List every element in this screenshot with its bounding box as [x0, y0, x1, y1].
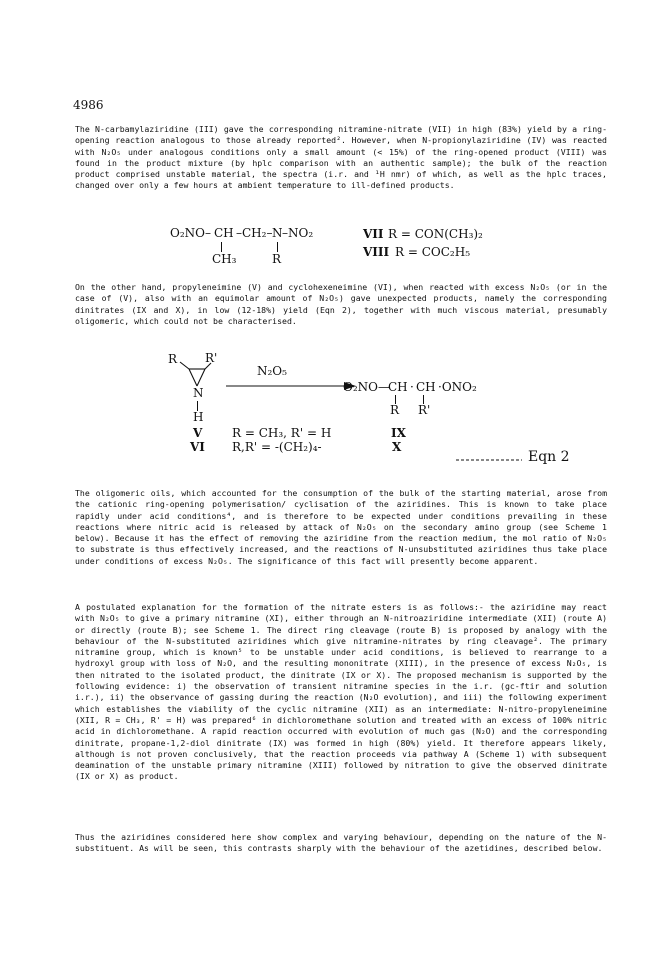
formula-ch3: CH₃ [212, 252, 237, 266]
eqn-dash-leader [456, 458, 524, 462]
product-ono2: ·ONO₂ [438, 380, 477, 394]
product-ch2: CH [416, 380, 436, 394]
reaction-arrow [226, 381, 356, 391]
label-x: X [392, 440, 402, 454]
aziridine-h: H [193, 410, 204, 424]
paragraph-2: On the other hand, propyleneimine (V) and cyclohexeneimine (VI), when reacted with excess N₂O₅ (or in the case of (V), also with an equimolar amount of N₂O₅) gave unexpected products, namely the corresponding dinitrates (IX and X), in low (12-18%) yield (Eqn 2), together with much viscous material, presumably oligomeric, which could not be characterised. [75, 282, 607, 326]
label-viii: VIII [363, 245, 390, 259]
bond-n-r [277, 242, 278, 252]
product-o2no: O₂NO— [343, 380, 390, 394]
aziridine-r: R [168, 352, 178, 366]
paragraph-3: The oligomeric oils, which accounted for the consumption of the bulk of the starting material, arose from the cationic ring-opening polymerisation/ cyclisation of the aziridines. This is known to take place rapidly under acid conditions⁴, and is therefore to be expected under conditions prevailing in these reactions where nitric acid is released by attack of N₂O₅ on the secondary amino group (see Scheme 1 below). Because it has the effect of removing the aziridine from the reaction medium, the mol ratio of N₂O₅ to substrate is thus effectively increased, and the reactions of N-unsubstituted aziridines thus take place under conditions of excess N₂O₅. The significance of this fact will presently become apparent. [75, 488, 607, 566]
page-number: 4986 [73, 98, 104, 112]
formula-r: R [272, 252, 282, 266]
def-vii: R = CON(CH₃)₂ [388, 227, 483, 241]
formula-ch2: –CH₂– [236, 226, 273, 240]
label-ix: IX [391, 426, 406, 440]
reagent-n2o5: N₂O₅ [257, 364, 287, 378]
product-rp: R' [418, 403, 431, 417]
product-dot: · [410, 380, 414, 394]
product-ch1: CH [388, 380, 408, 394]
eqn-label: Eqn 2 [528, 449, 570, 465]
formula-n: N [272, 226, 283, 240]
aziridine-rp: R' [205, 351, 218, 365]
paragraph-1: The N-carbamylaziridine (III) gave the corresponding nitramine-nitrate (VII) in high (83%) yield by a ring-opening reaction analogous to those already reported². However, when N-propionylaziridine (IV) was reacted with N₂O₅ under analogous conditions only a small amount (< 15%) of the ring-opened product (VIII) was found in the product mixture (by hplc comparison with an authentic sample); the bulk of the reaction product comprised unstable material, the spectra (i.r. and ¹H nmr) of which, as well as the hplc traces, changed over only a few hours at ambient temperature to ill-defined products. [75, 124, 607, 191]
formula-ch: CH [214, 226, 234, 240]
paragraph-5: Thus the aziridines considered here show complex and varying behaviour, depending on the nature of the N-substituent. As will be seen, this contrasts sharply with the behaviour of the azetidines, described below. [75, 832, 607, 854]
aziridine-n: N [193, 386, 204, 400]
formula-o2no: O₂NO– [170, 226, 211, 240]
def-vi: R,R' = -(CH₂)₄- [232, 440, 322, 454]
def-v: R = CH₃, R' = H [232, 426, 332, 440]
product-r: R [390, 403, 400, 417]
label-v: V [193, 426, 203, 440]
bond-ch-ch3 [221, 242, 222, 252]
label-vii: VII [363, 227, 384, 241]
def-viii: R = COC₂H₅ [395, 245, 471, 259]
paragraph-4: A postulated explanation for the formation of the nitrate esters is as follows:- the aziridine may react with N₂O₅ to give a primary nitramine (XI), either through an N-nitroaziridine intermediate (XII) (route A) or directly (route B); see Scheme 1. The direct ring cleavage (route B) is proposed by analogy with the behaviour of the N-substituted aziridines which give nitramine-nitrates by ring cleavage². The primary nitramine group, which is known⁵ to be unstable under acid conditions, is believed to rearrange to a hydroxyl group with loss of N₂O, and the resulting mononitrate (XIII), in the presence of excess N₂O₅, is then nitrated to the isolated product, the dinitrate (IX or X). The proposed mechanism is supported by the following evidence: i) the observation of transient nitramine species in the i.r. (gc-ftir and solution i.r.), ii) the observance of gassing during the reaction (N₂O evolution), and iii) the following experiment which establishes the viability of the cyclic nitramine (XII) as an intermediate: N-nitro-propyleneimine (XII, R = CH₃, R' = H) was prepared⁶ in dichloromethane solution and treated with an excess of 100% nitric acid in dichloromethane. A rapid reaction occurred with evolution of much gas (N₂O) and the corresponding dinitrate, propane-1,2-diol dinitrate (IX) was formed in high (80%) yield. It therefore appears likely, although is not proven conclusively, that the reaction proceeds via pathway A (Scheme 1) with subsequent deamination of the unstable primary nitramine (XIII) followed by nitration to give the observed dinitrate (IX or X) as product. [75, 602, 607, 782]
label-vi: VI [190, 440, 205, 454]
formula-no2: –NO₂ [282, 226, 314, 240]
